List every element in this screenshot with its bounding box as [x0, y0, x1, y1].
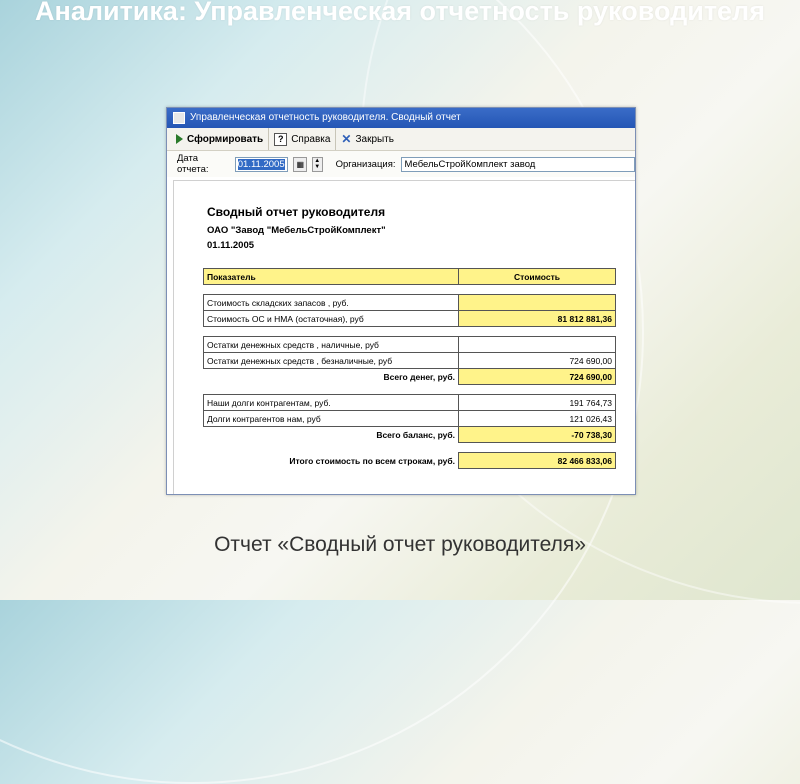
help-icon: ?	[274, 133, 287, 146]
calendar-icon[interactable]: ▦	[293, 157, 306, 172]
table-header	[204, 269, 616, 285]
filter-bar	[167, 151, 635, 177]
close-label: Закрыть	[355, 133, 394, 145]
row-value: 191 764,73	[459, 395, 616, 411]
close-icon: ✕	[341, 132, 352, 146]
window-titlebar[interactable]	[167, 108, 635, 128]
window-icon	[173, 112, 185, 124]
generate-label: Сформировать	[187, 133, 264, 145]
help-label: Справка	[291, 133, 331, 145]
table-row	[204, 337, 616, 353]
org-label: Организация:	[335, 158, 396, 170]
row-label: Остатки денежных средств , безналичные, руб	[204, 353, 459, 369]
table-row	[204, 311, 616, 327]
date-label: Дата отчета:	[177, 153, 209, 175]
header-indicator: Показатель	[204, 269, 459, 285]
organization-input[interactable]: МебельСтройКомплект завод	[401, 157, 635, 172]
report-area	[173, 180, 636, 495]
row-label: Стоимость складских запасов , руб.	[204, 295, 459, 311]
help-button[interactable]	[269, 128, 336, 150]
generate-button[interactable]	[171, 128, 269, 150]
grand-total-row	[204, 453, 616, 469]
report-title: Сводный отчет руководителя	[207, 205, 386, 219]
total-balance-row	[204, 427, 616, 443]
total-balance-label: Всего баланс, руб.	[376, 429, 455, 440]
close-button[interactable]	[336, 128, 399, 150]
slide-caption: Отчет «Сводный отчет руководителя»	[214, 533, 586, 556]
table-row	[204, 411, 616, 427]
total-balance-value: -70 738,30	[459, 427, 616, 443]
row-label: Долги контрагентов нам, руб	[204, 411, 459, 427]
report-company: ОАО "Завод "МебельСтройКомплект"	[207, 225, 386, 236]
window-title: Управленческая отчетность руководителя. Сводный отчет	[190, 112, 461, 123]
total-money-row	[204, 369, 616, 385]
row-label: Наши долги контрагентам, руб.	[204, 395, 459, 411]
row-value: 121 026,43	[459, 411, 616, 427]
total-money-label: Всего денег, руб.	[383, 371, 455, 382]
row-value	[459, 295, 616, 311]
row-value	[459, 337, 616, 353]
row-value: 81 812 881,36	[459, 311, 616, 327]
grand-total-value: 82 466 833,06	[459, 453, 616, 469]
play-icon	[176, 134, 183, 144]
row-value: 724 690,00	[459, 353, 616, 369]
report-window	[166, 107, 636, 495]
report-table	[203, 268, 616, 469]
table-row	[204, 295, 616, 311]
grand-total-label: Итого стоимость по всем строкам, руб.	[289, 455, 455, 466]
row-label: Остатки денежных средств , наличные, руб	[204, 337, 459, 353]
total-money-value: 724 690,00	[459, 369, 616, 385]
toolbar	[167, 128, 635, 151]
date-value: 01.11.2005	[237, 158, 285, 170]
report-date: 01.11.2005	[207, 240, 255, 251]
table-row	[204, 353, 616, 369]
header-value: Стоимость	[459, 269, 616, 285]
slide-title: Аналитика: Управленческая отчетность руководителя	[35, 0, 765, 26]
row-label: Стоимость ОС и НМА (остаточная), руб	[204, 311, 459, 327]
table-row	[204, 395, 616, 411]
date-spinner[interactable]: ▲ ▼	[312, 157, 323, 172]
date-input[interactable]	[235, 157, 289, 172]
